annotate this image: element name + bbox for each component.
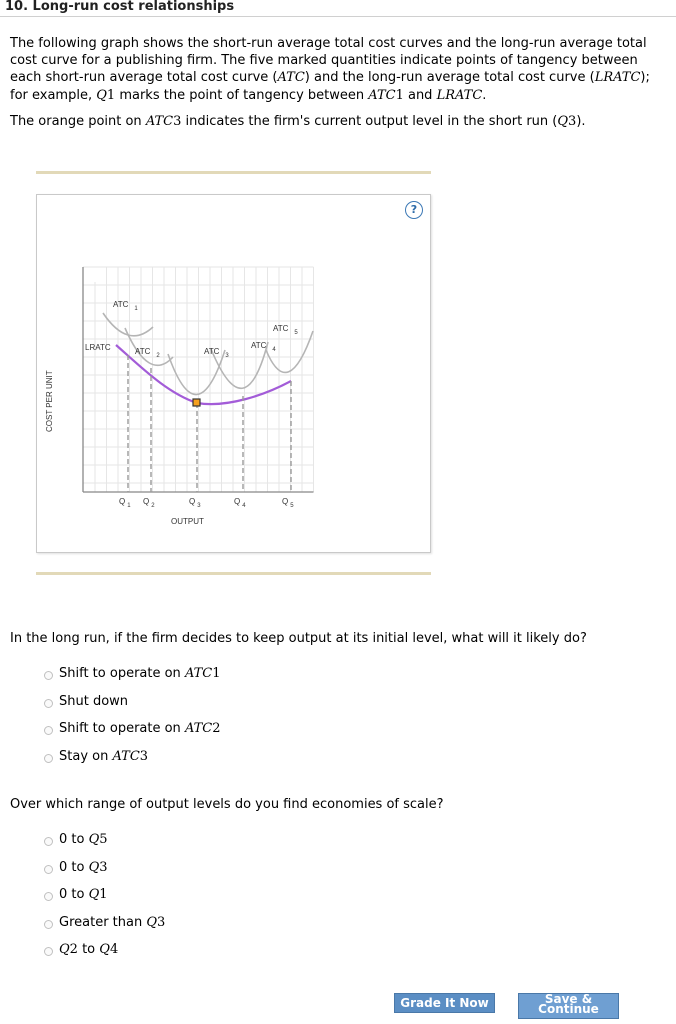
- option-label: Shut down: [59, 693, 129, 709]
- orange-point: [193, 399, 200, 406]
- lratc-label: LRATC: [85, 343, 111, 352]
- question-title: 10. Long-run cost relationships: [5, 0, 235, 14]
- graph-panel: [36, 194, 431, 553]
- atc1-curve: [103, 313, 153, 336]
- question-2-text: Over which range of output levels do you find economies of scale?: [10, 797, 444, 812]
- radio-button[interactable]: [44, 726, 53, 735]
- radio-button[interactable]: [44, 947, 53, 956]
- intro-paragraph-1: The following graph shows the short-run average total cost curves and the long-run average total cost curve for a publishing firm. The five marked quantities indicate points of tangency between each short-run average total cost curve (ATC) and the long-run average total cost curve (LRATC); for example, Q1 marks the point of tangency between ATC1 and LRATC.: [10, 36, 650, 103]
- save-and-continue-button[interactable]: [518, 993, 619, 1019]
- option-label: Greater than Q3: [59, 914, 166, 930]
- grade-it-now-button[interactable]: Grade It Now: [394, 993, 495, 1013]
- option-label: 0 to Q5: [59, 832, 108, 847]
- radio-button[interactable]: [44, 920, 53, 929]
- help-button[interactable]: ?: [405, 201, 423, 219]
- question-1-text: In the long run, if the firm decides to keep output at its initial level, what will it likely do?: [10, 631, 587, 646]
- q3-label: Q $_3$: [189, 497, 201, 509]
- option-label: Shift to operate on ATC1: [59, 666, 221, 681]
- intro-text: [10, 35, 655, 139]
- divider-bottom: [36, 572, 431, 575]
- atc3-label: ATC $_3$: [204, 347, 229, 359]
- radio-button[interactable]: [44, 892, 53, 901]
- option-label: 0 to Q1: [59, 887, 108, 902]
- atc4-label: ATC $_4$: [251, 341, 276, 353]
- radio-button[interactable]: [44, 671, 53, 680]
- save-button-line-1: Save &: [544, 992, 593, 1006]
- x-axis-label: OUTPUT: [171, 517, 204, 526]
- question-header: [0, 0, 676, 17]
- radio-button[interactable]: [44, 837, 53, 846]
- cost-curves-graph: [37, 195, 430, 552]
- divider-top: [36, 171, 431, 174]
- q4-label: Q $_4$: [234, 497, 246, 509]
- intro-paragraph-2: The orange point on ATC3 indicates the firm's current output level in the short run (Q3).: [10, 113, 586, 129]
- option-label: Q2 to Q4: [59, 942, 119, 957]
- q2-label: Q $_2$: [143, 497, 155, 509]
- atc1-label: ATC $_1$: [113, 300, 138, 312]
- option-label: Stay on ATC3: [59, 748, 149, 764]
- radio-button[interactable]: [44, 699, 53, 708]
- atc2-label: ATC $_2$: [135, 347, 160, 359]
- atc5-label: ATC $_5$: [273, 324, 298, 336]
- radio-button[interactable]: [44, 754, 53, 763]
- q1-label: Q $_1$: [119, 497, 131, 509]
- save-button-line-2: Continue: [538, 1002, 599, 1016]
- option-label: Shift to operate on ATC2: [59, 721, 221, 736]
- q5-label: Q $_5$: [282, 497, 294, 509]
- radio-button[interactable]: [44, 865, 53, 874]
- option-label: 0 to Q3: [59, 859, 108, 875]
- y-axis-label: COST PER UNIT: [45, 370, 54, 432]
